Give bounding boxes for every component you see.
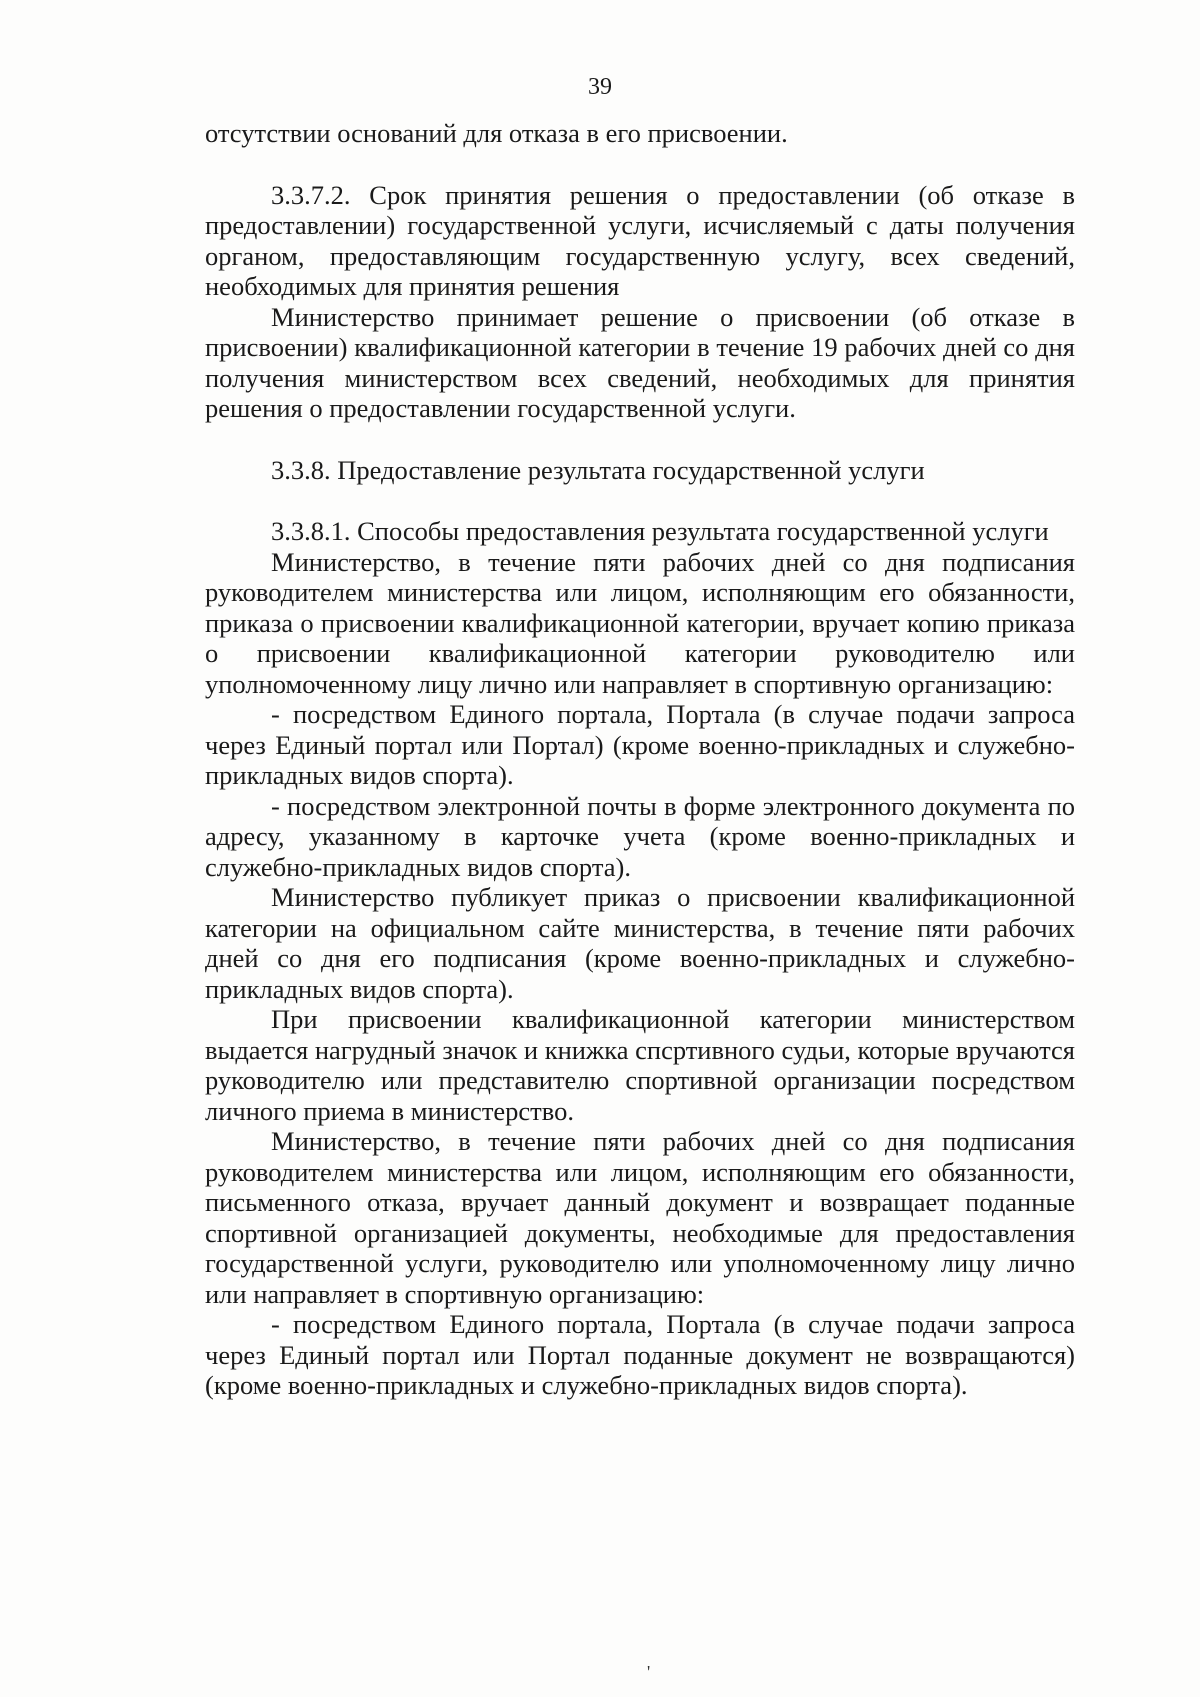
list-item: - посредством Единого портала, Портала (в случае подачи запроса через Единый портал или Портал поданные документ не возвращаются) (кроме военно-прикладных и служебно-прикладных видов спорта). [205,1309,1075,1400]
paragraph: Министерство принимает решение о присвоении (об отказе в присвоении) квалификационной категории в течение 19 рабочих дней со дня получения министерством всех сведений, необходимых для принятия решения о предоставлении государственной услуги. [205,301,1075,423]
scan-artifact-mark: ' [647,1662,651,1682]
section-heading-3-3-7-2: 3.3.7.2. Срок принятия решения о предоставлении (об отказе в предоставлении) государственной услуги, исчисляемый с даты получения органом, предоставляющим государственную услугу, всех сведений, необходимых для принятия решения [205,179,1075,301]
paragraph: Министерство публикует приказ о присвоении квалификационной категории на официальном сайте министерства, в течение пяти рабочих дней со дня его подписания (кроме военно-прикладных и служебно-прикладных видов спорта). [205,882,1075,1004]
page-number: 39 [588,74,612,100]
paragraph: отсутствии оснований для отказа в его присвоении. [205,118,788,148]
paragraph: Министерство, в течение пяти рабочих дней со дня подписания руководителем министерства или лицом, исполняющим его обязанности, приказа о присвоении квалификационной категории, вручает копию приказа о присвоении квалификационной категории руководителю или уполномоченному лицу лично или направляет в спортивную организацию: [205,546,1075,699]
list-item: - посредством электронной почты в форме электронного документа по адресу, указанному в карточке учета (кроме военно-прикладных и служебно-прикладных видов спорта). [205,790,1075,882]
paragraph: Министерство, в течение пяти рабочих дней со дня подписания руководителем министерства или лицом, исполняющим его обязанности, письменного отказа, вручает данный документ и возвращает поданные спортивной организацией документы, необходимые для предоставления государственной услуги, руководителю или уполномоченному лицу лично или направляет в спортивную организацию: [205,1126,1075,1309]
section-heading-3-3-8-1: 3.3.8.1. Способы предоставления результата государственной услуги [271,516,1049,546]
list-item: - посредством Единого портала, Портала (в случае подачи запроса через Единый портал или Портал) (кроме военно-прикладных и служебно-прикладных видов спорта). [205,699,1075,790]
paragraph: При присвоении квалификационной категории министерством выдается нагрудный значок и книжка спсртивного судьи, которые вручаются руководителю или представителю спортивной организации посредством личного приема в министерство. [205,1004,1075,1126]
section-heading-3-3-8: 3.3.8. Предоставление результата государственной услуги [271,454,925,485]
document-body [205,118,1075,1401]
